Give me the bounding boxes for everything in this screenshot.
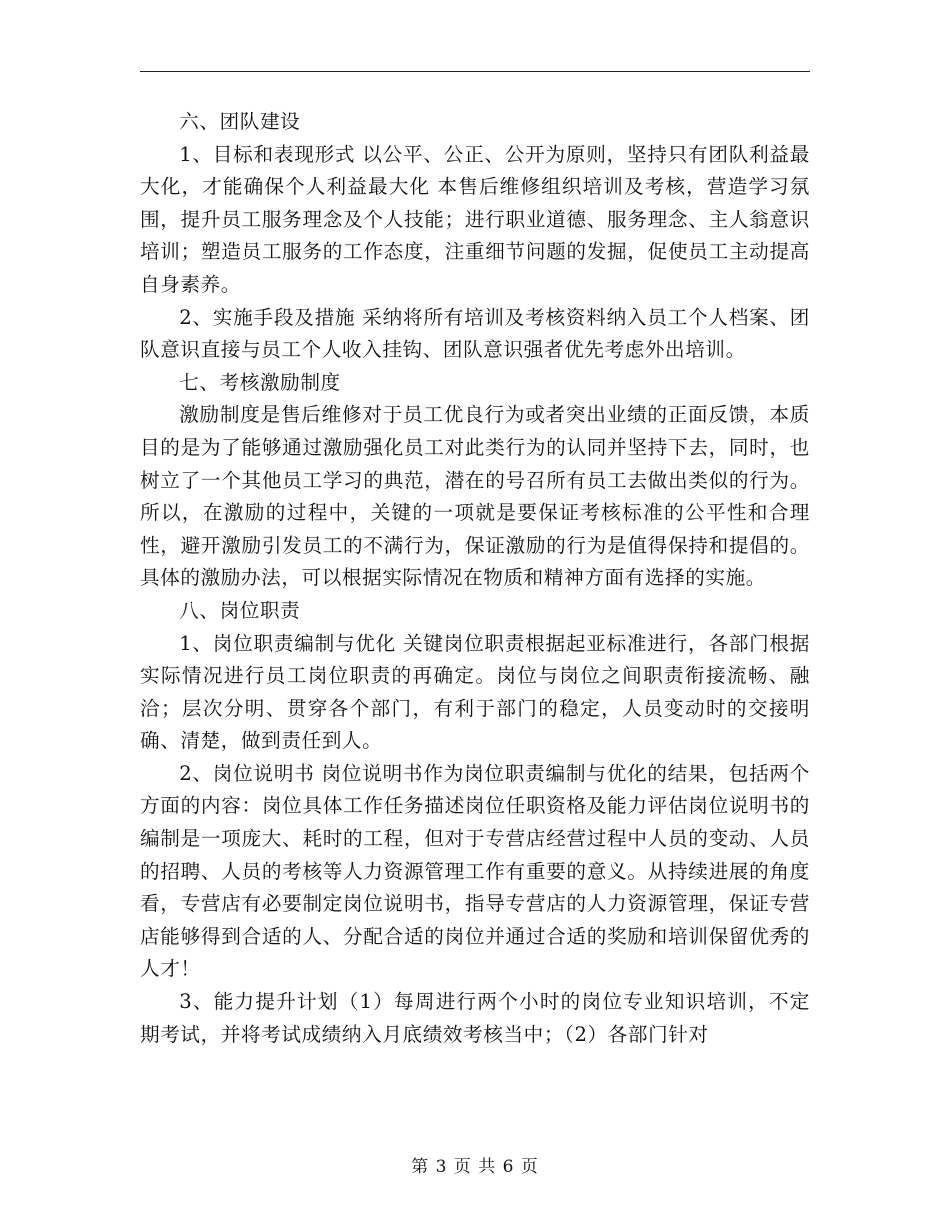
section-heading-incentive-system: 七、考核激励制度 <box>179 370 341 394</box>
document-body <box>140 106 810 1051</box>
paragraph-implementation-measures: 2、实施手段及措施 采纳将所有培训及考核资料纳入员工个人档案、团队意识直接与员工个人收入挂钩、团队意识强者优先考虑外出培训。 <box>140 305 810 362</box>
header-rule <box>140 71 810 72</box>
paragraph-incentive-system: 激励制度是售后维修对于员工优良行为或者突出业绩的正面反馈，本质目的是为了能够通过激励强化员工对此类行为的认同并坚持下去，同时，也树立了一个其他员工学习的典范，潜在的号召所有员工去做出类似的行为。所以，在激励的过程中，关键的一项就是要保证考核标准的公平性和合理性，避开激励引发员工的不满行为，保证激励的行为是值得保持和提倡的。具体的激励办法，可以根据实际情况在物质和精神方面有选择的实施。 <box>140 403 810 590</box>
section-heading-team-building: 六、团队建设 <box>179 110 301 133</box>
paragraph-goals-and-forms: 1、目标和表现形式 以公平、公正、公开为原则，坚持只有团队利益最大化，才能确保个人利益最大化 本售后维修组织培训及考核，营造学习氛围，提升员工服务理念及个人技能；进行职业道德、服务理念、主人翁意识培训；塑造员工服务的工作态度，注重细节问题的发掘，促使员工主动提高自身素养。 <box>140 142 810 296</box>
paragraph-job-responsibility-design: 1、岗位职责编制与优化 关键岗位职责根据起亚标准进行，各部门根据实际情况进行员工岗位职责的再确定。岗位与岗位之间职责衔接流畅、融洽；层次分明、贯穿各个部门，有利于部门的稳定，人员变动时的交接明确、清楚，做到责任到人。 <box>140 631 810 753</box>
section-heading-job-responsibilities: 八、岗位职责 <box>179 598 301 622</box>
paragraph-job-description: 2、岗位说明书 岗位说明书作为岗位职责编制与优化的结果，包括两个方面的内容：岗位具体工作任务描述岗位任职资格及能力评估岗位说明书的编制是一项庞大、耗时的工程，但对于专营店经营过程中人员的变动、人员的招聘、人员的考核等人力资源管理工作有重要的意义。从持续进展的角度看，专营店有必要制定岗位说明书，指导专营店的人力资源管理，保证专营店能够得到合适的人、分配合适的岗位并通过合适的奖励和培训保留优秀的人才！ <box>140 761 810 981</box>
page-number-footer: 第 3 页 共 6 页 <box>411 1157 539 1177</box>
paragraph-capability-plan: 3、能力提升计划（1）每周进行两个小时的岗位专业知识培训，不定期考试，并将考试成绩纳入月底绩效考核当中；（2）各部门针对 <box>140 990 810 1046</box>
